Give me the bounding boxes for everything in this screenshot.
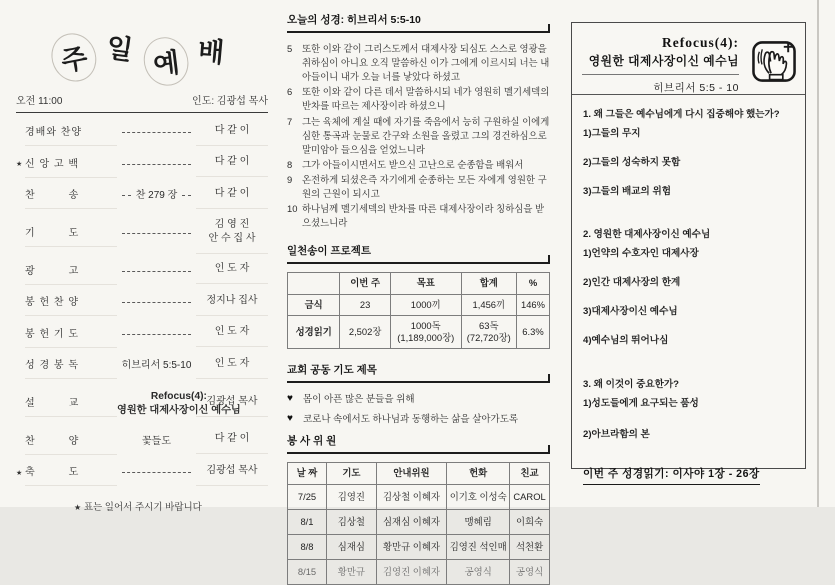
worship-item-label: 축 도 [25,459,117,486]
worship-item-person: 인 도 자 [196,258,268,284]
worship-row [16,382,268,426]
worship-order-list [16,117,268,489]
table-cell: 1000독 (1,189,000장) [390,315,461,348]
worship-item-person: 김광섭 목사 [196,460,268,486]
table-row [288,560,550,585]
worship-item-detail: 히브리서 5:5-10 [121,360,192,371]
project-header: 일천송이 프로젝트 [287,243,550,264]
scripture-verse [287,42,550,84]
verse-number: 6 [287,86,293,98]
worship-item-label: 찬 양 [25,428,117,455]
table-cell: 8/15 [288,560,327,585]
scripture-verse [287,173,550,201]
worship-item-middle [117,435,196,449]
outline-line: 2)그들의 성숙하지 못함 [583,156,681,168]
verse-text: 그는 육체에 계실 때에 자기를 죽음에서 능히 구원하실 이에게 심한 통곡과 눈물로 간구와 소원을 올렸고 그의 경건하심으로 말미암아 들으심을 얻었느니라 [302,115,550,155]
dash-line [122,271,191,272]
worship-row [16,256,268,288]
verse-number: 10 [287,203,298,215]
dash-line [122,132,191,133]
table-cell: 146% [516,294,549,315]
title-char: 배 [196,35,226,68]
worship-item-middle [117,164,196,165]
worship-item-person: 다 같 이 [196,183,268,209]
volunteers-header: 봉 사 위 원 [287,433,550,454]
verse-text: 온전하게 되셨은즉 자기에게 순종하는 모든 자에게 영원한 구원의 근원이 되시고 [302,173,547,200]
table-row [288,509,550,534]
outline-line: 4)예수님의 뛰어나심 [583,334,669,346]
worship-item-middle [117,271,196,272]
worship-item-label: 경배와 찬양 [25,119,117,146]
project-table [287,272,550,349]
prayer-topic-text: 몸이 아픈 많은 분들을 위해 [303,394,415,406]
verse-number: 9 [287,173,293,185]
table-cell: 석천환 [510,534,550,559]
table-cell: 8/8 [288,534,327,559]
table-cell: 1000끼 [390,294,461,315]
worship-row [16,149,268,181]
prayer-topics-header: 교회 공동 기도 제목 [287,362,550,383]
table-cell: 2,502장 [340,315,390,348]
column-header: 목표 [390,273,461,294]
table-row [288,534,550,559]
table-cell: 1,456끼 [461,294,516,315]
table-cell: 이희숙 [510,509,550,534]
worship-item-label: 광 고 [25,258,117,285]
column-header: % [516,273,549,294]
table-cell: 이기호 이성숙 [447,484,510,509]
worship-row [16,180,268,212]
heart-icon: ♥ [287,392,293,404]
worship-item-label: 봉 헌 기 도 [25,321,117,348]
column-header: 합계 [461,273,516,294]
worship-item-person: 김 영 진 안 수 집 사 [196,214,268,254]
table-cell: 김영진 석인매 [447,534,510,559]
star-icon: ★ [74,502,82,512]
worship-item-label: 찬 송 [25,182,117,209]
table-cell: 김상철 [327,509,377,534]
scripture-verse [287,158,550,172]
verse-text: 그가 아들이시면서도 받으신 고난으로 순종함을 배워서 [302,158,524,170]
worship-item-label: 신 앙 고 백 [25,151,117,178]
column-header: 안내위원 [376,463,446,484]
table-row [288,294,550,315]
verse-text: 또한 이와 같이 다른 데서 말씀하시되 네가 영원히 멜기세덱의 반차를 따르는 제사장이라 하셨으니 [302,86,550,112]
worship-row [16,287,268,319]
table-row [288,315,550,348]
verse-text: 하나님께 멜기세덱의 반차를 따른 대제사장이라 칭하심을 받으셨느니라 [302,203,545,229]
worship-item-middle [117,334,196,335]
table-cell: 6.3% [516,315,549,348]
worship-item-person: 인 도 자 [196,353,268,379]
worship-item-label: 봉 헌 찬 양 [25,289,117,316]
scripture-panel [287,12,550,585]
table-cell: 황만규 [327,560,377,585]
worship-row [16,457,268,489]
outline-line: 1)그들의 무지 [583,127,641,139]
table-cell: 공영식 [447,560,510,585]
column-header: 날 짜 [288,463,327,484]
column-header: 헌화 [447,463,510,484]
table-cell: 23 [340,294,390,315]
table-header-row [288,463,550,484]
dash-line [182,195,191,196]
verse-number: 8 [287,158,293,170]
table-cell: 심재심 이혜자 [376,509,446,534]
title-char: 예 [151,40,182,82]
sermon-header [572,23,805,95]
outline-line: 2)아브라함의 본 [583,429,650,441]
worship-row [16,350,268,382]
scan-page-edge [817,0,819,507]
worship-item-person: 다 같 이 [196,151,268,177]
table-cell: 성경읽기 [288,315,340,348]
outline-line: 1. 왜 그들은 예수님에게 다시 집중해야 했는가? [583,109,780,120]
title-char: 주 [57,35,89,78]
worship-item-middle [117,189,196,203]
volunteers-table [287,462,550,585]
table-cell: CAROL [510,484,550,509]
prayer-topics-list [287,391,550,425]
worship-item-person: 다 같 이 [196,428,268,454]
service-time-row [16,92,268,113]
table-cell: 7/25 [288,484,327,509]
outline-line: 3. 왜 이것이 중요한가? [583,379,679,391]
worship-item-middle [117,233,196,234]
table-cell: 심재심 [327,534,377,559]
scripture-verses [287,42,550,230]
heart-icon: ♥ [287,412,293,424]
dash-line [122,302,191,303]
worship-row [16,426,268,458]
outline-line: 3)대제사장이신 예수님 [583,305,678,317]
table-cell: 황만규 이혜자 [376,534,446,559]
dash-line [122,195,131,196]
worship-order-panel [16,0,268,513]
worship-row [16,212,268,256]
worship-item-label: 성 경 봉 독 [25,352,117,379]
sermon-scripture-ref: 히브리서 5:5 - 10 [653,82,739,94]
worship-item-person: 인 도 자 [196,321,268,347]
worship-item-middle [117,359,196,373]
worship-item-label: 설 교 [25,390,117,417]
scripture-verse [287,202,550,230]
dash-line [122,233,191,234]
table-header-row [288,273,550,294]
service-leader: 인도: 김광섭 목사 [192,96,268,107]
star-mark: ★ [16,469,23,477]
table-cell: 김상철 이혜자 [376,484,446,509]
todays-scripture-header: 오늘의 성경: 히브리서 5:5-10 [287,12,550,33]
worship-item-detail: Refocus(4): 영원한 대제사장이신 예수님 [117,390,241,416]
table-cell: 금식 [288,294,340,315]
verse-number: 5 [287,43,293,54]
column-header: 이번 주 [340,273,390,294]
worship-item-middle [117,302,196,303]
table-cell: 맹혜림 [447,509,510,534]
table-cell: 공영식 [510,560,550,585]
table-cell: 63독 (72,720장) [461,315,516,348]
prayer-topic [287,391,550,405]
worship-item-detail: 꽃들도 [142,435,171,447]
service-time: 오전 11:00 [16,96,63,107]
worship-item-person: 정지나 집사 [196,290,268,316]
sermon-outline-list [572,95,805,442]
outline-line: 2)인간 대제사장의 한계 [583,276,681,288]
outline-line: 1)성도들에게 요구되는 품성 [583,398,699,410]
dash-line [122,334,191,335]
table-row [288,484,550,509]
worship-item-middle [117,472,196,473]
scripture-verse [287,85,550,113]
prayer-topic-text: 코로나 속에서도 하나님과 동행하는 삶을 살아가도록 [303,414,519,426]
table-cell: 김영진 이혜자 [376,560,446,585]
column-header: 기도 [327,463,377,484]
scripture-verse [287,115,550,157]
column-header: 친교 [510,463,550,484]
prayer-topic [287,411,550,425]
worship-row [16,319,268,351]
verse-number: 7 [287,115,293,127]
worship-item-middle [117,132,196,133]
table-cell: 8/1 [288,509,327,534]
sermon-outline-panel [571,22,806,481]
page-title [16,26,268,78]
column-header [288,273,340,294]
worship-item-person: 김광섭 목사 [196,391,268,417]
worship-item-person: 다 같 이 [196,120,268,146]
worship-item-detail: 찬 279 장 [135,190,178,201]
table-cell: 김영진 [327,484,377,509]
worship-item-label: 기 도 [25,220,117,247]
praying-hands-cross-icon [751,39,798,89]
outline-line: 2. 영원한 대제사장이신 예수님 [583,228,711,240]
stand-up-footnote: ★ 표는 일어서 주시기 바랍니다 [74,501,202,513]
dash-line [122,164,191,165]
weekly-reading-footer: 이번 주 성경읽기: 이사야 1장 - 26장 [583,466,760,485]
worship-row [16,117,268,149]
verse-text: 또한 이와 같이 그리스도께서 대제사장 되심도 스스로 영광을 취하심이 아니요 오직 말씀하신 이가 그에게 이르시되 너는 내 아들이니 내가 오늘 너를 낳았다 하셨고 [302,43,550,83]
outline-line: 1)언약의 수호자인 대제사장 [583,247,699,259]
title-char: 일 [104,31,135,66]
outline-line: 3)그들의 배교의 위험 [583,185,672,197]
sermon-title: Refocus(4): 영원한 대제사장이신 예수님 [582,35,739,75]
dash-line [122,472,191,473]
star-mark: ★ [16,161,23,169]
